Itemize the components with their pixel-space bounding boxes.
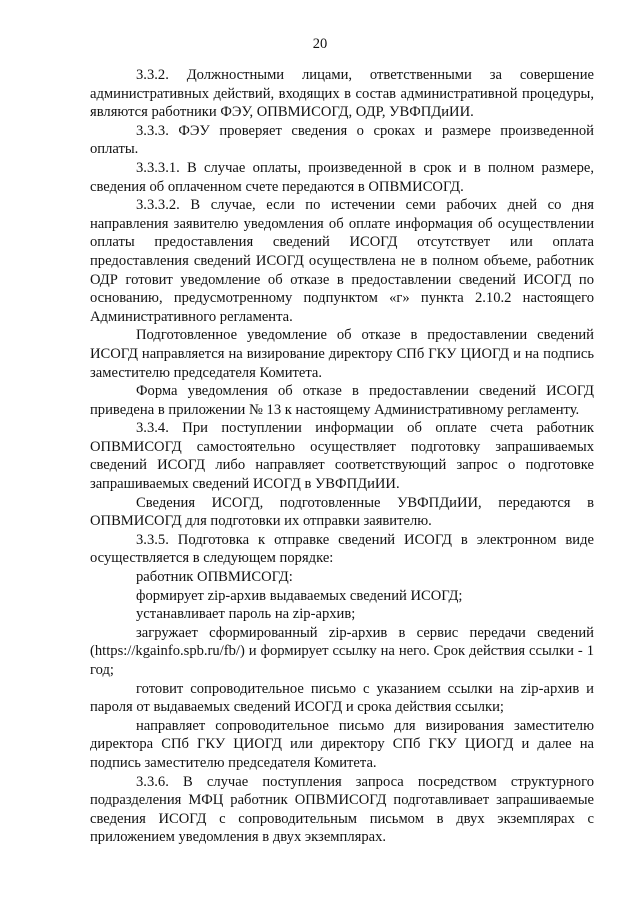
paragraph-refusal-form: Форма уведомления об отказе в предоставлении сведений ИСОГД приведена в приложении № 13 к настоящему Административному регламенту. (90, 383, 594, 418)
paragraph-3-3-2: 3.3.2. Должностными лицами, ответственными за совершение административных действий, входящих в состав административной процедуры, являются работники ФЭУ, ОПВМИСОГД, ОДР, УВФПДиИИ. (90, 67, 594, 121)
paragraph-3-3-3: 3.3.3. ФЭУ проверяет сведения о сроках и размере произведенной оплаты. (90, 122, 594, 158)
list-item-cover-letter: готовит сопроводительное письмо с указанием ссылки на zip-архив и пароля от выдаваемых сведений ИСОГД и срока действия ссылки; (90, 680, 594, 716)
list-item-worker: работник ОПВМИСОГД: (136, 569, 293, 586)
list-item-zip-form: формирует zip-архив выдаваемых сведений ИСОГД; (136, 587, 463, 604)
paragraph-3-3-3-2: 3.3.3.2. В случае, если по истечении семи рабочих дней со дня направления заявителю уведомления об оплате информация об осуществлении оплаты предоставления сведений ИСОГД отсутствует или оплата предоставления сведений ИСОГД осуществлена не в полном объеме, работник ОДР готовит уведомление об отказе в предоставлении сведений ИСОГД по основанию, предусмотренному подпунктом «г» пункта 2.10.2 настоящего Административного регламента. (90, 197, 594, 325)
paragraph-3-3-6: 3.3.6. В случае поступления запроса посредством структурного подразделения МФЦ работник ОПВМИСОГД подготавливает запрашиваемые сведения ИСОГД с сопроводительным письмом в двух экземплярах с приложением уведомления в двух экземплярах. (90, 773, 594, 846)
paragraph-refusal-notice: Подготовленное уведомление об отказе в предоставлении сведений ИСОГД направляется на визирование директору СПб ГКУ ЦИОГД и на подпись заместителю председателя Комитета. (90, 327, 594, 381)
paragraph-isogd-transfer: Сведения ИСОГД, подготовленные УВФПДиИИ, передаются в ОПВМИСОГД для подготовки их отправки заявителю. (90, 494, 594, 530)
paragraph-3-3-3-1: 3.3.3.1. В случае оплаты, произведенной в срок и в полном размере, сведения об оплаченном счете передаются в ОПВМИСОГД. (90, 159, 594, 195)
page-number: 20 (312, 36, 328, 52)
paragraph-3-3-4: 3.3.4. При поступлении информации об оплате счета работник ОПВМИСОГД самостоятельно осуществляет подготовку запрашиваемых сведений ИСОГД либо направляет соответствующий запрос о подготовке запрашиваемых сведений ИСОГД в УВФПДиИИ. (90, 420, 594, 493)
list-item-zip-upload: загружает сформированный zip-архив в сервис передачи сведений (https://kgainfo.spb.ru/fb/) и формирует ссылку на него. Срок действия ссылки - 1 год; (90, 624, 594, 678)
paragraph-3-3-5: 3.3.5. Подготовка к отправке сведений ИСОГД в электронном виде осуществляется в следующем порядке: (90, 531, 594, 567)
list-item-letter-send: направляет сопроводительное письмо для визирования заместителю директора СПб ГКУ ЦИОГД или директору СПб ГКУ ЦИОГД и далее на подпись заместителю председателя Комитета. (90, 717, 594, 771)
document-body (90, 66, 594, 847)
list-item-zip-password: устанавливает пароль на zip-архив; (136, 606, 356, 623)
